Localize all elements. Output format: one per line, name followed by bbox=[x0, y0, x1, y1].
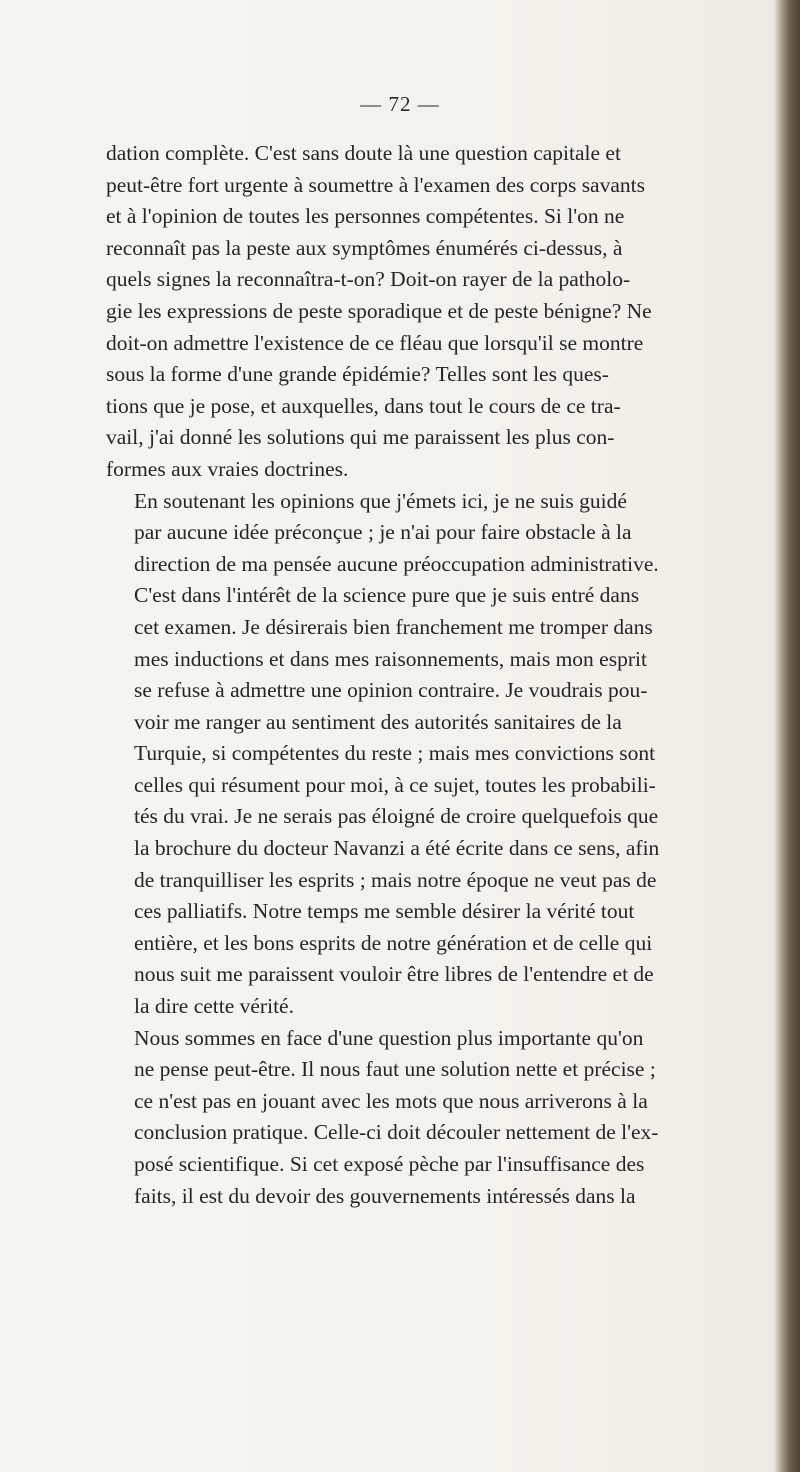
text-line: nous suit me paraissent vouloir être libres de l'entendre et de bbox=[134, 962, 654, 987]
text-line: quels signes la reconnaîtra-t-on? Doit-on rayer de la patholo- bbox=[106, 267, 631, 292]
text-line: formes aux vraies doctrines. bbox=[106, 456, 349, 481]
text-line: mes inductions et dans mes raisonnements, mais mon esprit bbox=[134, 646, 647, 671]
text-line: vail, j'ai donné les solutions qui me paraissent les plus con- bbox=[106, 425, 615, 450]
text-line: C'est dans l'intérêt de la science pure que je suis entré dans bbox=[134, 583, 640, 608]
paragraph-2 bbox=[106, 486, 728, 1023]
book-spine-shadow bbox=[774, 0, 800, 1472]
text-line: reconnaît pas la peste aux symptômes énumérés ci-dessus, à bbox=[106, 235, 623, 260]
text-line: posé scientifique. Si cet exposé pèche par l'insuffisance des bbox=[134, 1152, 645, 1176]
text-line: tés du vrai. Je ne serais pas éloigné de croire quelquefois que bbox=[134, 804, 659, 829]
text-line: cet examen. Je désirerais bien franchement me tromper dans bbox=[134, 614, 653, 639]
body-text bbox=[106, 138, 728, 1212]
page-number: — 72 — bbox=[360, 92, 440, 116]
text-line: voir me ranger au sentiment des autorités sanitaires de la bbox=[134, 709, 622, 734]
text-line: En soutenant les opinions que j'émets ici, je ne suis guidé bbox=[134, 488, 627, 513]
text-line: faits, il est du devoir des gouvernements intéressés dans la bbox=[134, 1183, 636, 1208]
text-line: celles qui résument pour moi, à ce sujet, toutes les probabili- bbox=[134, 772, 656, 797]
text-line: direction de ma pensée aucune préoccupation administrative. bbox=[134, 551, 659, 576]
text-line: la dire cette vérité. bbox=[134, 994, 294, 1019]
text-line: et à l'opinion de toutes les personnes compétentes. Si l'on ne bbox=[106, 204, 625, 229]
paragraph-3 bbox=[106, 1023, 728, 1213]
paragraph-1 bbox=[106, 138, 728, 486]
text-line: ne pense peut-être. Il nous faut une solution nette et précise ; bbox=[134, 1057, 656, 1082]
text-line: se refuse à admettre une opinion contraire. Je voudrais pou- bbox=[134, 678, 648, 703]
text-line: tions que je pose, et auxquelles, dans tout le cours de ce tra- bbox=[106, 393, 621, 418]
text-line: entière, et les bons esprits de notre génération et de celle qui bbox=[134, 930, 653, 955]
text-line: Nous sommes en face d'une question plus importante qu'on bbox=[134, 1025, 644, 1050]
text-line: par aucune idée préconçue ; je n'ai pour faire obstacle à la bbox=[134, 520, 632, 545]
text-line: peut-être fort urgente à soumettre à l'examen des corps savants bbox=[106, 172, 645, 197]
text-line: sous la forme d'une grande épidémie? Telles sont les ques- bbox=[106, 362, 609, 387]
text-line: conclusion pratique. Celle-ci doit découler nettement de l'ex- bbox=[134, 1120, 659, 1145]
text-line: dation complète. C'est sans doute là une question capitale et bbox=[106, 141, 621, 165]
text-line: de tranquilliser les esprits ; mais notre époque ne veut pas de bbox=[134, 867, 657, 892]
text-line: gie les expressions de peste sporadique et de peste bénigne? Ne bbox=[106, 298, 652, 323]
text-line: Turquie, si compétentes du reste ; mais mes convictions sont bbox=[134, 741, 656, 766]
text-line: ces palliatifs. Notre temps me semble désirer la vérité tout bbox=[134, 899, 635, 924]
text-line: doit-on admettre l'existence de ce fléau que lorsqu'il se montre bbox=[106, 330, 644, 355]
text-line: la brochure du docteur Navanzi a été écrite dans ce sens, afin bbox=[134, 836, 660, 861]
text-line: ce n'est pas en jouant avec les mots que nous arriverons à la bbox=[134, 1088, 648, 1113]
